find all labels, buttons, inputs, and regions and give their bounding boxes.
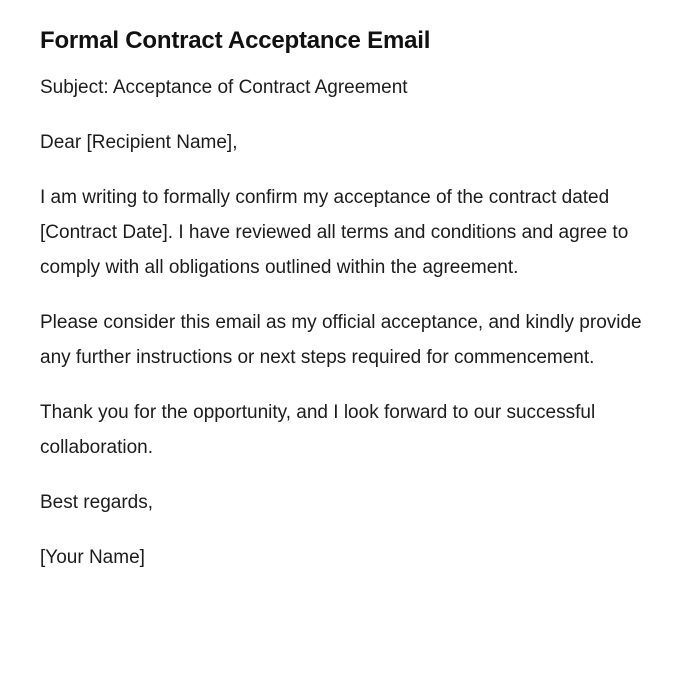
email-subject: Subject: Acceptance of Contract Agreement <box>40 77 408 98</box>
email-body-paragraph: Please consider this email as my official acceptance, and kindly provide any further instructions or next steps required for commencement. <box>40 312 642 368</box>
email-body-paragraph: I am writing to formally confirm my acceptance of the contract dated [Contract Date]. I have reviewed all terms and conditions and agree to comply with all obligations outlined within the agreement. <box>40 187 629 278</box>
email-greeting: Dear [Recipient Name], <box>40 132 238 153</box>
email-signature: [Your Name] <box>40 547 145 568</box>
email-closing: Best regards, <box>40 492 153 513</box>
document-title: Formal Contract Acceptance Email <box>40 27 431 54</box>
email-body-paragraph: Thank you for the opportunity, and I look forward to our successful collaboration. <box>40 402 596 458</box>
